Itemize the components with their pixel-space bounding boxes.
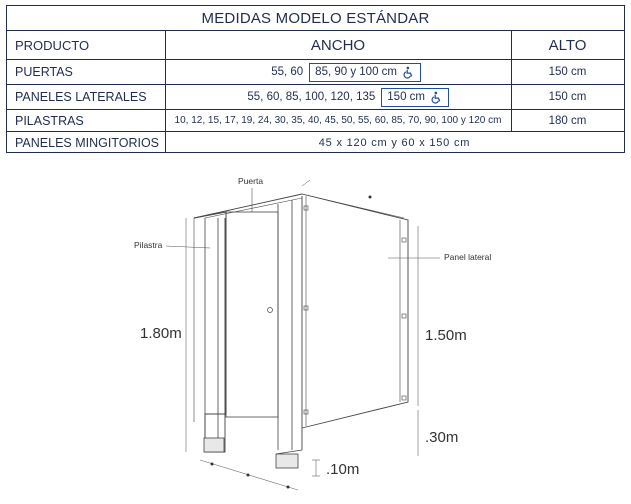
header-height: ALTO (548, 36, 587, 54)
wheelchair-icon (402, 66, 415, 79)
wheelchair-icon (430, 91, 443, 104)
header-width: ANCHO (310, 36, 366, 54)
door-latch-icon (268, 308, 273, 313)
header-product: PRODUCTO (15, 37, 90, 53)
table-title: MEDIDAS MODELO ESTÁNDAR (201, 9, 430, 27)
label-height-pilaster: 1.80m (140, 325, 182, 342)
table-row (7, 59, 624, 84)
width-accessible: 150 cm (387, 91, 425, 103)
door-panel (226, 212, 278, 417)
width-accessible: 85, 90 y 100 cm (315, 66, 397, 78)
width-standard: 55, 60, 85, 100, 120, 135 (247, 91, 376, 103)
row-product: PILASTRAS (15, 113, 84, 128)
row-height: 180 cm (548, 114, 587, 127)
row-width: 10, 12, 15, 17, 19, 24, 30, 35, 40, 45, 50, 55, 60, 85, 70, 90, 100 y 120 cm (174, 115, 502, 126)
row-height: 150 cm (548, 66, 587, 78)
row-product: PANELES LATERALES (15, 90, 147, 104)
side-panel (302, 194, 408, 428)
label-side-panel: Panel lateral (444, 252, 492, 262)
label-door: Puerta (238, 176, 264, 186)
measurements-table (6, 5, 625, 153)
table-row (7, 131, 624, 153)
table-row (7, 84, 624, 109)
label-foot: .10m (326, 461, 360, 478)
row-height: 150 cm (548, 91, 587, 103)
table-row (7, 109, 624, 131)
label-pilaster: Pilastra (134, 240, 163, 250)
left-foot (204, 438, 224, 452)
partition-diagram (0, 160, 631, 504)
table-header-row (7, 30, 624, 59)
label-gap-bottom: .30m (425, 429, 459, 446)
label-height-panel: 1.50m (425, 327, 467, 344)
accessible-width-badge (309, 63, 421, 82)
row-product: PUERTAS (15, 65, 73, 79)
row-product: PANELES MINGITORIOS (15, 135, 160, 150)
row-width (165, 60, 511, 84)
row-width: 45 x 120 cm y 60 x 150 cm (318, 136, 471, 149)
width-standard: 55, 60 (271, 66, 304, 78)
right-foot (276, 454, 298, 468)
accessible-width-badge (381, 88, 449, 107)
row-width (165, 85, 511, 109)
